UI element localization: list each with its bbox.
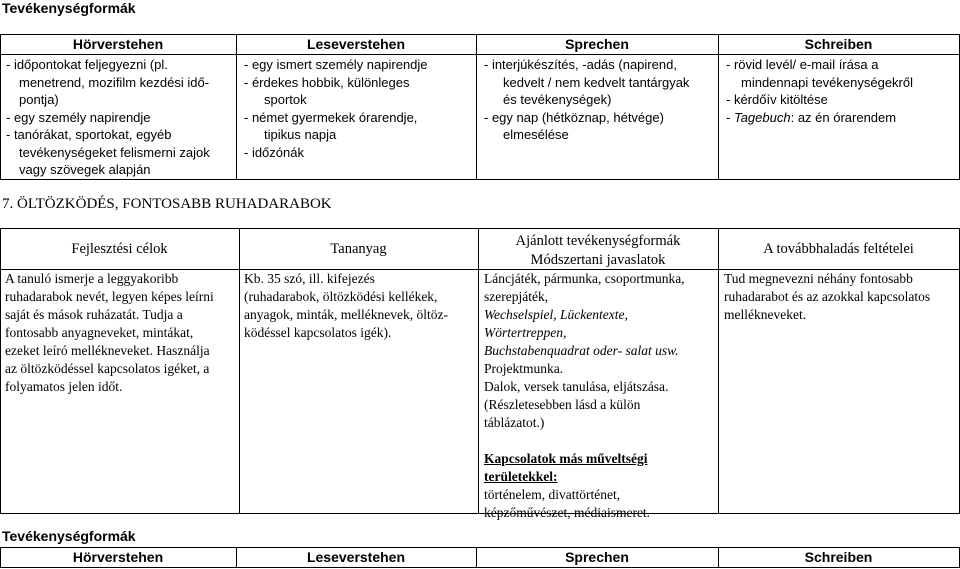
section-table-border-top [0,228,960,229]
goals-cell [5,270,214,396]
sprechen-cell [484,56,689,144]
dash-prefix: - [726,109,734,125]
tagebuch-rest: : az én órarendem [790,109,897,125]
bottom-header-leseverstehen: Leseverstehen [306,549,406,565]
text-line: menetrend, mozifilm kezdési idő- [19,74,210,90]
schreiben-cell [726,56,913,126]
material-cell [244,270,448,342]
text-line: Dalok, versek tanulása, eljátszása. [484,379,669,394]
hoerverstehen-cell [6,56,210,179]
text-line: (ruhadarabok, öltözködési kellékek, [244,289,438,304]
section-table-col-divider-2 [478,228,479,513]
text-line: pontja) [19,92,59,107]
top-table-col-divider-1 [236,34,237,179]
text-line: Kb. 35 szó, ill. kifejezés [244,271,375,286]
spacer [484,432,685,450]
top-table-border-bottom [0,179,960,180]
top-table-left-border [0,34,1,179]
text-line: - időzónák [244,144,304,160]
text-line: tipikus napja [264,127,337,142]
text-line: táblázatot.) [484,415,545,430]
header-sprechen: Sprechen [565,36,629,52]
tagebuch-term: Tagebuch [733,109,791,125]
text-line: vagy szövegek alapján [19,162,151,177]
top-table-col-divider-2 [476,34,477,179]
text-line: Wörtertreppen, [484,325,567,340]
text-line: - interjúkészítés, -adás (napirend, [484,57,677,72]
text-line: elmesélése [503,127,569,142]
leseverstehen-cell [244,56,428,161]
text-line: ruhadarabot és az azokkal kapcsolatos [724,289,931,304]
bottom-title: Tevékenységformák [2,528,136,544]
activities-cell [484,270,685,522]
text-line: - rövid levél/ e-mail írása a [726,57,879,72]
text-line: Wechselspiel, Lückentexte, [484,307,628,322]
text-line-tagebuch [726,109,913,127]
top-table-header-divider [0,54,960,55]
text-line: - német gyermekek órarendje, [244,109,418,125]
section-heading: 7. ÖLTÖZKÖDÉS, FONTOSABB RUHADARABOK [2,196,332,212]
links-heading-line: területekkel: [484,469,558,484]
text-line: képzőművészet, médiaismeret. [484,505,651,520]
text-line: ruhadarabok nevét, legyen képes leírni [5,289,214,304]
text-line: Buchstabenquadrat oder- salat usw. [484,343,679,358]
text-line: - időpontokat feljegyezni (pl. [6,57,168,72]
bottom-header-hoerverstehen: Hörverstehen [72,549,164,565]
text-line: az öltözködéssel kapcsolatos igéket, a [5,361,210,376]
top-table-col-divider-3 [718,34,719,179]
header-ajanlott-tevekenysegformak [478,232,718,269]
text-line: A tanuló ismerje a leggyakoribb [5,271,179,286]
text-line: kedvelt / nem kedvelt tantárgyak [503,74,690,90]
top-table-border-top [0,34,960,35]
text-line: anyagok, minták, melléknevek, öltöz- [244,307,448,322]
top-title: Tevékenységformák [2,0,136,16]
text-line: mindennapi tevékenységekről [741,74,913,90]
bottom-table-header-divider [0,567,960,568]
text-line: - kérdőív kitöltése [726,92,828,107]
text-line: sportok [264,92,307,107]
text-line: ezeket leíró mellékneveket. Használja [5,343,210,358]
text-line: - tanórákat, sportokat, egyéb [6,127,172,142]
text-line: saját és mások ruházatát. Tudja a [5,307,183,322]
header-tovabbhaladas-feltetelei: A továbbhaladás feltételei [763,241,914,257]
text-line: (Részletesebben lásd a külön [484,397,641,412]
section-table-col-divider-3 [718,228,719,513]
section-table-border-bottom [0,513,960,514]
text-line: Láncjáték, pármunka, csoportmunka, [484,271,685,286]
text-line: folyamatos jelen időt. [5,379,123,394]
text-line: - érdekes hobbik, különleges [244,74,410,90]
text-line: - egy ismert személy napirendje [244,57,428,72]
header-leseverstehen: Leseverstehen [306,36,406,52]
header-hoerverstehen: Hörverstehen [72,36,164,52]
header-line: Módszertani javaslatok [530,251,666,268]
conditions-cell [724,270,930,324]
header-line: Ajánlott tevékenységformák [515,233,681,249]
section-table-col-divider-1 [239,228,240,513]
text-line: Tud megnevezni néhány fontosabb [724,271,913,286]
text-line: fontosabb anyagneveket, mintákat, [5,325,194,340]
text-line: szerepjáték, [484,289,549,304]
text-line: tevékenységeket felismerni zajok [19,144,210,160]
header-tananyag: Tananyag [330,241,387,257]
text-line: ködéssel kapcsolatos igék). [244,325,392,340]
bottom-header-schreiben: Schreiben [804,549,873,565]
text-line: - egy személy napirendje [6,109,151,125]
bottom-table-border-top [0,547,960,548]
header-schreiben: Schreiben [804,36,873,52]
links-heading-line: Kapcsolatok más műveltségi [484,451,648,466]
section-table-left-border [0,228,1,513]
header-fejlesztesi-celok: Fejlesztési célok [71,241,168,257]
text-line: Projektmunka. [484,361,564,376]
bottom-header-sprechen: Sprechen [565,549,629,565]
text-line: mellékneveket. [724,307,807,322]
text-line: történelem, divattörténet, [484,487,621,502]
text-line: és tevékenységek) [503,92,612,107]
text-line: - egy nap (hétköznap, hétvége) [484,109,664,125]
